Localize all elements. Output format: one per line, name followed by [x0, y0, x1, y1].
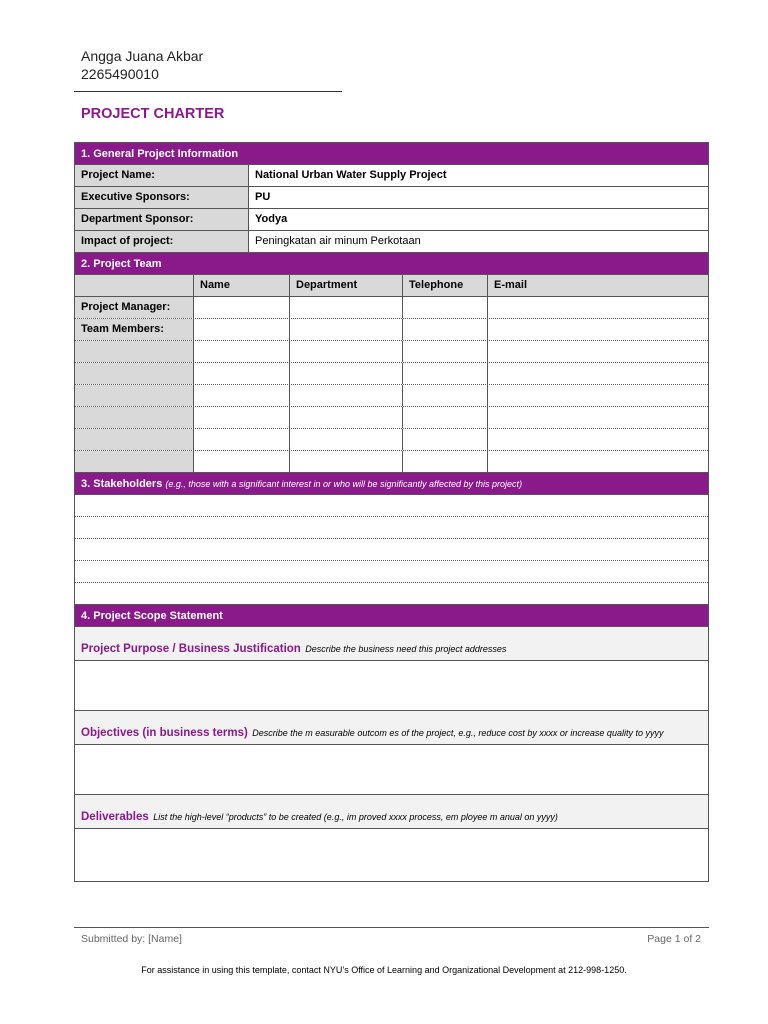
- email-cell[interactable]: [488, 429, 708, 450]
- row-label: [75, 341, 194, 362]
- author-id: 2265490010: [81, 66, 159, 82]
- executive-sponsors-field[interactable]: PU: [255, 191, 271, 203]
- email-cell[interactable]: [488, 319, 708, 340]
- impact-field[interactable]: Peningkatan air minum Perkotaan: [255, 235, 421, 247]
- department-cell[interactable]: [290, 429, 403, 450]
- name-cell[interactable]: [194, 297, 290, 318]
- deliverables-text-area[interactable]: [75, 829, 708, 881]
- name-cell[interactable]: [194, 319, 290, 340]
- department-cell[interactable]: [290, 363, 403, 384]
- charter-form: [74, 142, 709, 882]
- table-row: [75, 341, 708, 363]
- page-number: Page 1 of 2: [647, 933, 701, 945]
- field-label: Executive Sponsors:: [75, 187, 249, 208]
- name-cell[interactable]: [194, 407, 290, 428]
- field-label: Department Sponsor:: [75, 209, 249, 230]
- email-cell[interactable]: [488, 451, 708, 472]
- telephone-cell[interactable]: [403, 429, 488, 450]
- subsection-title: Objectives (in business terms): [81, 727, 248, 739]
- author-name: Angga Juana Akbar: [81, 48, 204, 64]
- submitted-by: Submitted by: [Name]: [81, 933, 182, 945]
- department-sponsor-field[interactable]: Yodya: [255, 213, 288, 225]
- section-scope-header: 4. Project Scope Statement: [75, 605, 708, 627]
- telephone-cell[interactable]: [403, 341, 488, 362]
- objectives-text-area[interactable]: [75, 745, 708, 795]
- section-team-header: 2. Project Team: [75, 253, 708, 275]
- assistance-note: For assistance in using this template, contact NYU’s Office of Learning and Organizational Development at 212-998-1250.: [141, 965, 627, 975]
- author-block: [81, 47, 203, 83]
- table-row: [75, 297, 708, 319]
- field-row-department-sponsor: [75, 209, 708, 231]
- name-cell[interactable]: [194, 363, 290, 384]
- stakeholder-line[interactable]: [75, 495, 708, 517]
- row-label: [75, 363, 194, 384]
- footer-divider: [74, 927, 709, 928]
- field-row-executive-sponsors: [75, 187, 708, 209]
- telephone-cell[interactable]: [403, 297, 488, 318]
- author-underline: [74, 91, 342, 92]
- section-stakeholders-header: [75, 473, 708, 495]
- department-cell[interactable]: [290, 451, 403, 472]
- name-cell[interactable]: [194, 429, 290, 450]
- document-title: PROJECT CHARTER: [81, 106, 225, 122]
- table-row: [75, 363, 708, 385]
- row-label-team-members: Team Members:: [75, 319, 194, 340]
- name-cell[interactable]: [194, 451, 290, 472]
- column-header-telephone: Telephone: [403, 275, 488, 296]
- email-cell[interactable]: [488, 297, 708, 318]
- project-name-field[interactable]: National Urban Water Supply Project: [255, 169, 447, 181]
- subsection-purpose-header: [75, 627, 708, 661]
- row-label: [75, 451, 194, 472]
- name-cell[interactable]: [194, 341, 290, 362]
- telephone-cell[interactable]: [403, 451, 488, 472]
- table-row: [75, 319, 708, 341]
- stakeholder-line[interactable]: [75, 561, 708, 583]
- field-label: Impact of project:: [75, 231, 249, 252]
- name-cell[interactable]: [194, 385, 290, 406]
- subsection-objectives-header: [75, 711, 708, 745]
- table-row: [75, 429, 708, 451]
- row-label: [75, 429, 194, 450]
- column-header: [75, 275, 194, 296]
- row-label: [75, 407, 194, 428]
- section-general-header: 1. General Project Information: [75, 143, 708, 165]
- stakeholder-line[interactable]: [75, 517, 708, 539]
- department-cell[interactable]: [290, 385, 403, 406]
- team-table-header: [75, 275, 708, 297]
- table-row: [75, 385, 708, 407]
- column-header-department: Department: [290, 275, 403, 296]
- department-cell[interactable]: [290, 407, 403, 428]
- column-header-email: E-mail: [488, 275, 708, 296]
- email-cell[interactable]: [488, 407, 708, 428]
- department-cell[interactable]: [290, 319, 403, 340]
- subsection-deliverables-header: [75, 795, 708, 829]
- field-row-project-name: [75, 165, 708, 187]
- section-title: 3. Stakeholders: [81, 478, 163, 490]
- stakeholder-line[interactable]: [75, 539, 708, 561]
- email-cell[interactable]: [488, 341, 708, 362]
- telephone-cell[interactable]: [403, 319, 488, 340]
- subsection-title: Project Purpose / Business Justification: [81, 643, 301, 655]
- row-label: [75, 385, 194, 406]
- row-label-project-manager: Project Manager:: [75, 297, 194, 318]
- subsection-description: Describe the m easurable outcom es of the project, e.g., reduce cost by xxxx or increase quality to yyyy: [252, 728, 664, 738]
- table-row: [75, 407, 708, 429]
- telephone-cell[interactable]: [403, 385, 488, 406]
- telephone-cell[interactable]: [403, 363, 488, 384]
- section-spacer: [75, 583, 708, 605]
- email-cell[interactable]: [488, 385, 708, 406]
- column-header-name: Name: [194, 275, 290, 296]
- section-note: (e.g., those with a significant interest in or who will be significantly affected by this project): [165, 479, 523, 489]
- subsection-description: Describe the business need this project addresses: [305, 644, 507, 654]
- table-row: [75, 451, 708, 473]
- field-label: Project Name:: [75, 165, 249, 186]
- department-cell[interactable]: [290, 297, 403, 318]
- subsection-title: Deliverables: [81, 811, 149, 823]
- purpose-text-area[interactable]: [75, 661, 708, 711]
- email-cell[interactable]: [488, 363, 708, 384]
- telephone-cell[interactable]: [403, 407, 488, 428]
- field-row-impact: [75, 231, 708, 253]
- department-cell[interactable]: [290, 341, 403, 362]
- subsection-description: List the high-level “products” to be created (e.g., im proved xxxx process, em ployee m anual on yyyy): [153, 812, 558, 822]
